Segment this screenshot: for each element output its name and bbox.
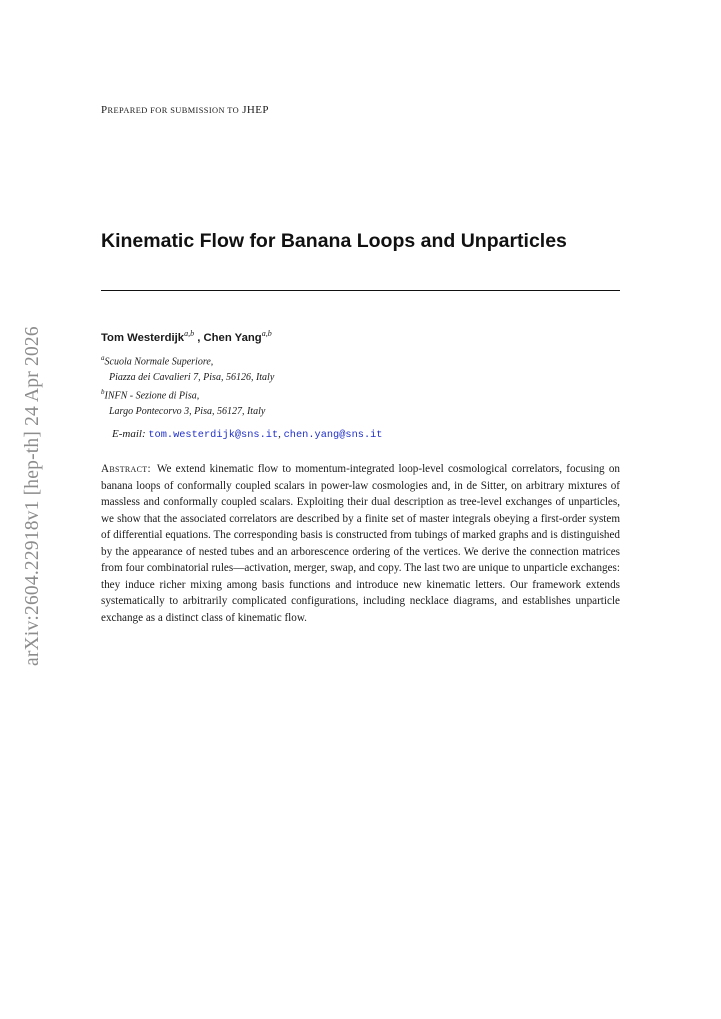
abstract-heading: Abstract:	[101, 463, 151, 475]
affiliation-list	[101, 351, 274, 420]
author-separator: ,	[194, 331, 204, 344]
submission-note	[101, 104, 269, 116]
submission-journal: JHEP	[242, 104, 269, 116]
affiliation-institution: INFN - Sezione di Pisa,	[104, 390, 200, 402]
author-affil-mark: a,b	[184, 329, 195, 338]
affiliation-b	[101, 385, 274, 404]
affiliation-institution: Scuola Normale Superiore,	[104, 356, 214, 368]
affiliation-a-address: Piazza dei Cavalieri 7, Pisa, 56126, Italy	[109, 371, 275, 383]
email-separator: ,	[278, 428, 284, 440]
title-divider	[101, 290, 620, 291]
email-link[interactable]: tom.westerdijk@sns.it	[148, 429, 279, 441]
author-list	[101, 329, 272, 344]
paper-title: Kinematic Flow for Banana Loops and Unparticles	[101, 230, 567, 252]
affiliation-mark: a	[101, 354, 105, 362]
author-name: Chen Yang	[203, 331, 262, 344]
arxiv-identifier: arXiv:2604.22918v1 [hep-th] 24 Apr 2026	[22, 326, 43, 666]
email-line	[112, 428, 383, 441]
affiliation-mark: b	[101, 388, 105, 397]
email-label: E-mail:	[112, 428, 146, 440]
abstract	[101, 461, 620, 626]
affiliation-a	[101, 351, 274, 370]
abstract-text: We extend kinematic flow to momentum-integrated loop-level cosmological correlators, focusing on banana loops of conformally coupled scalars in power-law cosmologies and, in de Sitter, on arbitrary mixtures of massless and conformally coupled scalars. Exploiting their dual description as tree-level exchanges of unparticles, we show that the associated correlators are described by a finite set of master integrals obeying a first-order system of differential equations. The corresponding basis is constructed from tubings of marked graphs and is distinguished by the appearance of nested tubes and an arborescence ordering of the vertices. We derive the connection matrices from four combinatorial rules—activation, merger, swap, and copy. The last two are unique to unparticle exchanges: they induce richer mixing among basis functions and introduce new kinematic letters. Our framework extends systematically to arbitrarily complicated configurations, including necklace diagrams, and establishes unparticle exchange as a distinct class of kinematic flow.	[101, 463, 620, 624]
email-link[interactable]: chen.yang@sns.it	[283, 429, 383, 441]
submission-note-text: REPARED FOR SUBMISSION TO	[107, 106, 240, 115]
author-affil-mark: a,b	[261, 329, 272, 338]
affiliation-b-address: Largo Pontecorvo 3, Pisa, 56127, Italy	[109, 406, 266, 418]
author-name: Tom Westerdijk	[101, 331, 185, 344]
submission-note-initial: P	[101, 104, 108, 116]
